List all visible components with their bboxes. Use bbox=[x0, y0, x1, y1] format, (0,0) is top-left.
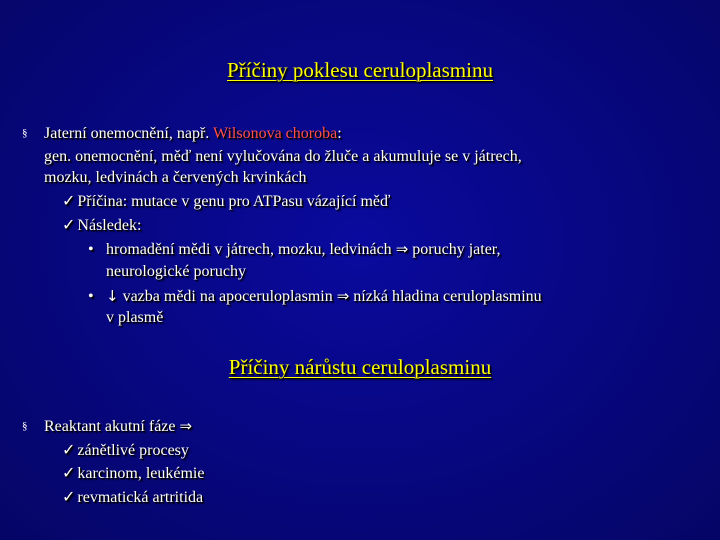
list-item bbox=[62, 441, 189, 460]
bullet-line-3: mozku, ledvinách a červených krvinkách bbox=[44, 169, 307, 186]
bullet-marker: § bbox=[22, 127, 28, 139]
list-item-text: karcinom, leukémie bbox=[77, 465, 205, 482]
subsub-item-accumulation-post: poruchy jater, bbox=[408, 241, 501, 258]
dot-bullet-icon: • bbox=[88, 241, 94, 258]
subsub-item-binding-line-2: v plasmě bbox=[106, 309, 164, 326]
sub-item-consequence-text: Následek: bbox=[77, 217, 142, 234]
checkmark-icon: ✓ bbox=[62, 465, 76, 482]
bullet-marker: § bbox=[22, 420, 28, 432]
bullet-line-2: gen. onemocnění, měď není vylučována do žluče a akumuluje se v játrech, bbox=[44, 148, 522, 165]
checkmark-icon: ✓ bbox=[62, 489, 76, 506]
checkmark-icon: ✓ bbox=[62, 442, 76, 459]
section-title-decrease: Příčiny poklesu ceruloplasminu bbox=[227, 58, 493, 82]
bullet-text-pre: Jaterní onemocnění, např. bbox=[44, 125, 213, 142]
section-title-increase: Příčiny nárůstu ceruloplasminu bbox=[228, 355, 492, 379]
bullet-acute-phase-text: Reaktant akutní fáze bbox=[44, 418, 180, 435]
subsub-item-binding bbox=[106, 287, 542, 306]
subsub-item-binding-text: vazba mědi na apoceruloplasmin bbox=[118, 288, 337, 305]
wilson-disease-highlight: Wilsonova choroba bbox=[212, 125, 338, 142]
list-item-text: revmatická artritida bbox=[77, 489, 204, 506]
subsub-item-accumulation-text: hromadění mědi v játrech, mozku, ledvinách bbox=[106, 241, 396, 258]
implies-arrow-icon: ⇒ bbox=[395, 240, 409, 258]
implies-arrow-icon: ⇒ bbox=[336, 287, 350, 305]
list-item-text: zánětlivé procesy bbox=[77, 442, 189, 459]
checkmark-icon: ✓ bbox=[62, 217, 76, 234]
sub-item-consequence bbox=[62, 216, 141, 235]
sub-item-cause-text: Příčina: mutace v genu pro ATPasu vázající měď bbox=[77, 193, 391, 210]
implies-arrow-icon: ⇒ bbox=[179, 417, 193, 435]
bullet-text-post: : bbox=[337, 125, 342, 142]
list-item bbox=[62, 464, 204, 483]
subsub-item-binding-post: nízká hladina ceruloplasminu bbox=[349, 288, 542, 305]
bullet-acute-phase bbox=[44, 417, 192, 436]
checkmark-icon: ✓ bbox=[62, 193, 76, 210]
dot-bullet-icon: • bbox=[88, 288, 94, 305]
sub-item-cause bbox=[62, 192, 390, 211]
subsub-item-accumulation-line-2: neurologické poruchy bbox=[106, 263, 246, 280]
list-item bbox=[62, 488, 203, 507]
subsub-item-accumulation bbox=[106, 240, 500, 259]
bullet-liver-disease bbox=[44, 124, 342, 143]
down-arrow-icon: ↓ bbox=[106, 287, 119, 305]
